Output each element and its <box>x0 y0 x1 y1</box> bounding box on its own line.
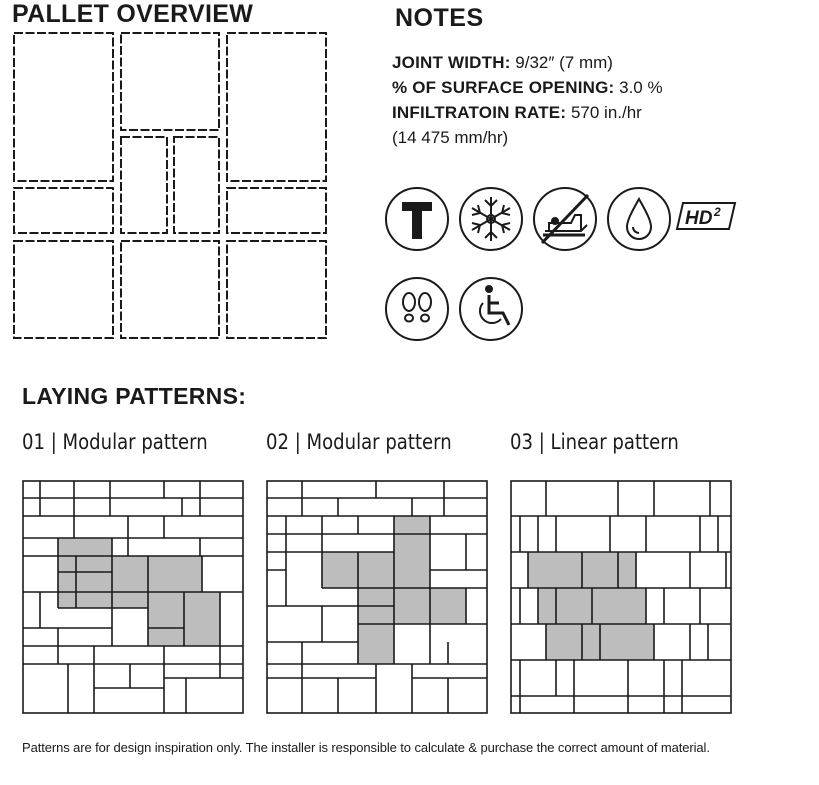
footprints-icon <box>386 278 448 340</box>
snowflake-icon <box>460 188 522 250</box>
pallet-stone <box>14 241 113 338</box>
no-snowplow-icon <box>534 188 596 250</box>
pallet-stone <box>227 33 326 181</box>
pallet-stone <box>14 33 113 181</box>
svg-text:HD: HD <box>685 208 713 229</box>
pattern-03-diagram <box>510 480 732 714</box>
feature-icons <box>385 185 745 347</box>
pallet-stone <box>14 188 113 233</box>
footer-disclaimer: Patterns are for design inspiration only. The installer is responsible to calculate & purchase the correct amount of material. <box>22 740 710 755</box>
pallet-stone <box>121 33 219 130</box>
pattern-01-diagram <box>22 480 244 714</box>
pallet-stone <box>227 241 326 338</box>
t-icon <box>386 188 448 250</box>
note-infiltration-rate: INFILTRATOIN RATE: 570 in./hr <box>392 103 642 122</box>
pattern-02-diagram <box>266 480 488 714</box>
svg-text:2: 2 <box>714 205 721 219</box>
pallet-stone <box>121 137 167 233</box>
note-infiltration-metric: (14 475 mm/hr) <box>392 128 509 147</box>
pallet-overview-diagram <box>12 31 330 343</box>
pallet-stone <box>174 137 219 233</box>
laying-patterns-title: LAYING PATTERNS: <box>22 383 247 409</box>
pallet-stone <box>121 241 219 338</box>
note-surface-opening: % OF SURFACE OPENING: 3.0 % <box>392 78 663 97</box>
pattern-title: 02 | Modular pattern <box>266 430 452 454</box>
wheelchair-icon <box>460 278 522 340</box>
pattern-title: 03 | Linear pattern <box>510 430 679 454</box>
notes-list <box>392 50 663 150</box>
notes-title: NOTES <box>395 4 484 32</box>
hd2-logo <box>677 203 735 229</box>
pattern-title: 01 | Modular pattern <box>22 430 208 454</box>
water-drop-icon <box>608 188 670 250</box>
note-joint-width: JOINT WIDTH: 9/32″ (7 mm) <box>392 53 613 72</box>
pallet-overview-title: PALLET OVERVIEW <box>12 0 254 28</box>
pallet-stone <box>227 188 326 233</box>
